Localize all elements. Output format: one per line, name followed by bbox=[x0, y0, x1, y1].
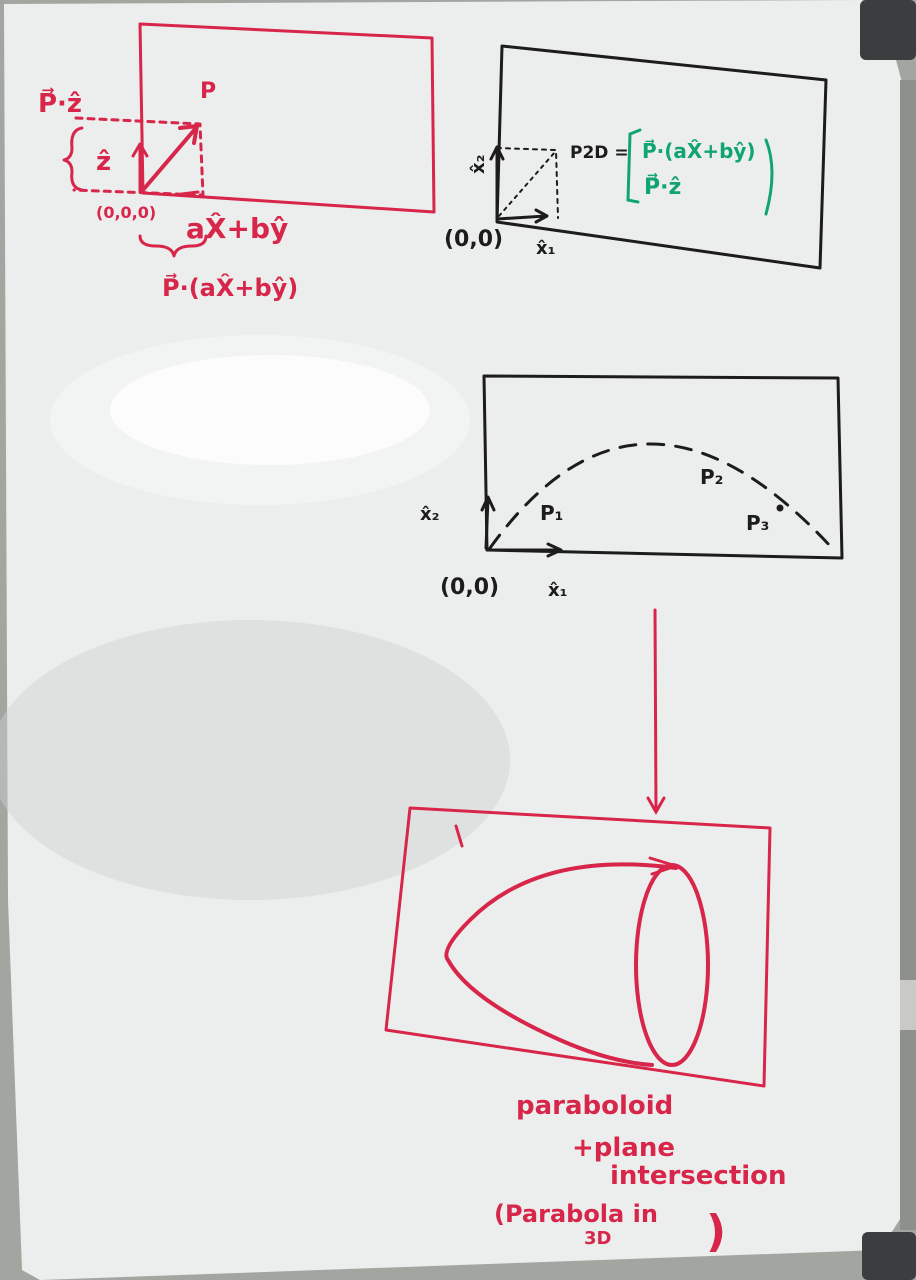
corner-clip-top bbox=[860, 0, 916, 60]
d2-x2-label: x̂₂ bbox=[468, 154, 489, 174]
down-arrow-line bbox=[655, 610, 656, 810]
d3-x2-label: x̂₂ bbox=[420, 504, 440, 525]
board-right-edge bbox=[900, 80, 916, 1230]
d3-point-p3 bbox=[778, 506, 782, 510]
d1-origin-arrow bbox=[182, 192, 198, 194]
d4-line1: paraboloid bbox=[516, 1091, 674, 1121]
d2-origin: (0,0) bbox=[444, 227, 504, 252]
d3-origin: (0,0) bbox=[440, 575, 500, 600]
d4-paren-close: ) bbox=[706, 1206, 727, 1257]
d2-vec-row1: P⃗·(aX̂+bŷ) bbox=[642, 139, 756, 163]
glare-soft bbox=[50, 335, 470, 505]
d1-point-label: P bbox=[200, 79, 217, 104]
shadow bbox=[0, 620, 510, 900]
d4-line3: intersection bbox=[610, 1161, 787, 1191]
d3-x1-label: x̂₁ bbox=[548, 580, 568, 601]
d4-line4: (Parabola in bbox=[494, 1200, 658, 1228]
d3-p3-label: P₃ bbox=[746, 511, 770, 535]
d2-p2d-label: P2D = bbox=[570, 143, 629, 163]
d1-origin: (0,0,0) bbox=[96, 203, 157, 222]
d4-line2: +plane bbox=[572, 1133, 675, 1163]
d4-line5: 3D bbox=[584, 1228, 612, 1249]
d3-p1-label: P₁ bbox=[540, 501, 564, 525]
d1-projection: P⃗·(aX̂+bŷ) bbox=[162, 274, 299, 302]
d3-p2-label: P₂ bbox=[700, 465, 724, 489]
corner-clip-bottom bbox=[862, 1232, 916, 1280]
d2-x1-label: x̂₁ bbox=[536, 238, 556, 259]
d1-p-dot-z: P⃗·ẑ bbox=[38, 89, 83, 119]
d1-direction: aX̂+bŷ bbox=[186, 212, 289, 245]
d2-vec-row2: P⃗·ẑ bbox=[644, 175, 682, 200]
side-clip bbox=[900, 980, 916, 1030]
d1-z-hat: ẑ bbox=[96, 147, 112, 177]
